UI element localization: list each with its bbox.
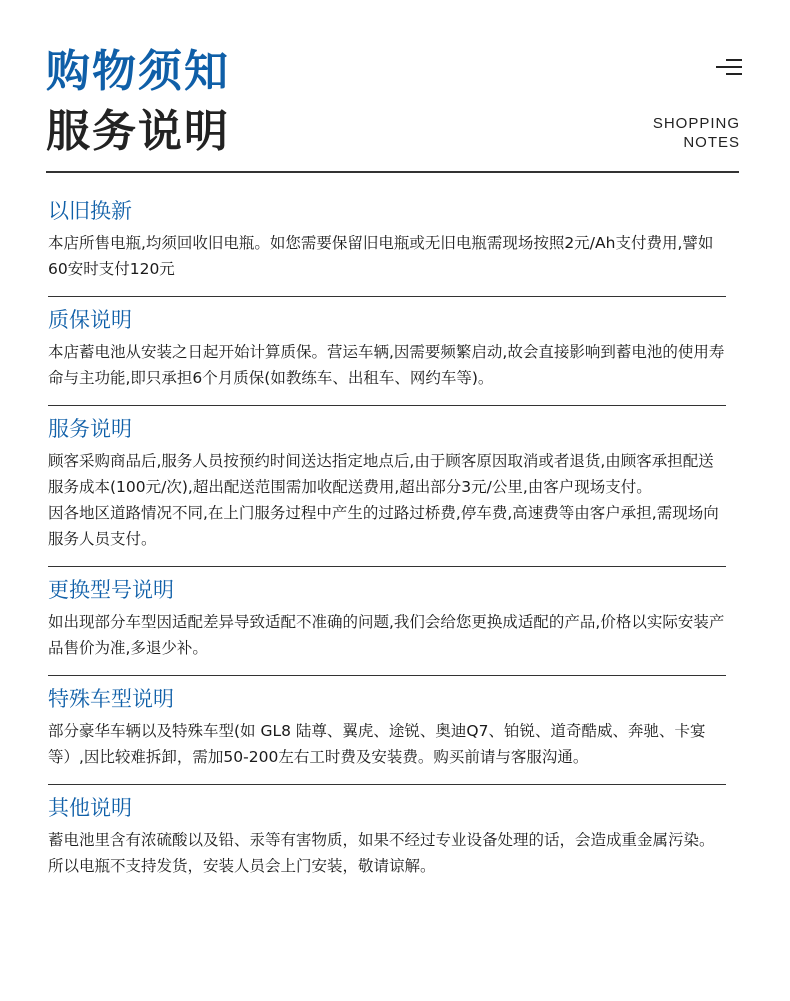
notice-sections bbox=[48, 190, 726, 893]
section-paragraph: 顾客采购商品后,服务人员按预约时间送达指定地点后,由于顾客原因取消或者退货,由顾客承担配送服务成本(100元/次),超出配送范围需加收配送费用,超出部分3元/公里,由客户现场支付。 bbox=[48, 452, 714, 496]
section-paragraph: 部分豪华车辆以及特殊车型(如 GL8 陆尊、翼虎、途锐、奥迪Q7、铂锐、道奇酷威、奔驰、卡宴等）,因比较难拆卸，需加50-200左右工时费及安装费。购买前请与客服沟通。 bbox=[48, 722, 706, 766]
section-title: 特殊车型说明 bbox=[48, 687, 174, 711]
section-title: 更换型号说明 bbox=[48, 578, 174, 602]
section-warranty bbox=[48, 297, 726, 406]
section-trade-in bbox=[48, 190, 726, 297]
section-paragraph: 本店蓄电池从安装之日起开始计算质保。营运车辆,因需要频繁启动,故会直接影响到蓄电池的使用寿命与主功能,即只承担6个月质保(如教练车、出租车、网约车等)。 bbox=[48, 343, 725, 387]
section-paragraph: 因各地区道路情况不同,在上门服务过程中产生的过路过桥费,停车费,高速费等由客户承担,需现场向服务人员支付。 bbox=[48, 504, 719, 548]
section-service bbox=[48, 406, 726, 567]
section-title: 其他说明 bbox=[48, 796, 132, 820]
section-other bbox=[48, 785, 726, 893]
section-special-models bbox=[48, 676, 726, 785]
english-subtitle-line2: NOTES bbox=[683, 134, 740, 151]
header-divider bbox=[46, 171, 739, 173]
section-paragraph: 蓄电池里含有浓硫酸以及铅、汞等有害物质，如果不经过专业设备处理的话，会造成重金属污染。所以电瓶不支持发货，安装人员会上门安装，敬请谅解。 bbox=[48, 831, 715, 875]
menu-icon[interactable] bbox=[716, 59, 742, 77]
section-paragraph: 如出现部分车型因适配差异导致适配不准确的问题,我们会给您更换成适配的产品,价格以实际安装产品售价为准,多退少补。 bbox=[48, 613, 725, 657]
section-title: 以旧换新 bbox=[48, 199, 132, 223]
english-subtitle-line1: SHOPPING bbox=[652, 115, 740, 132]
page-subtitle: 服务说明 bbox=[46, 106, 230, 157]
section-paragraph: 本店所售电瓶,均须回收旧电瓶。如您需要保留旧电瓶或无旧电瓶需现场按照2元/Ah支付费用,譬如60安时支付120元 bbox=[48, 234, 714, 278]
section-title: 服务说明 bbox=[48, 417, 132, 441]
section-model-change bbox=[48, 567, 726, 676]
english-subtitle bbox=[653, 114, 740, 152]
section-title: 质保说明 bbox=[48, 308, 132, 332]
page-title: 购物须知 bbox=[46, 46, 230, 97]
